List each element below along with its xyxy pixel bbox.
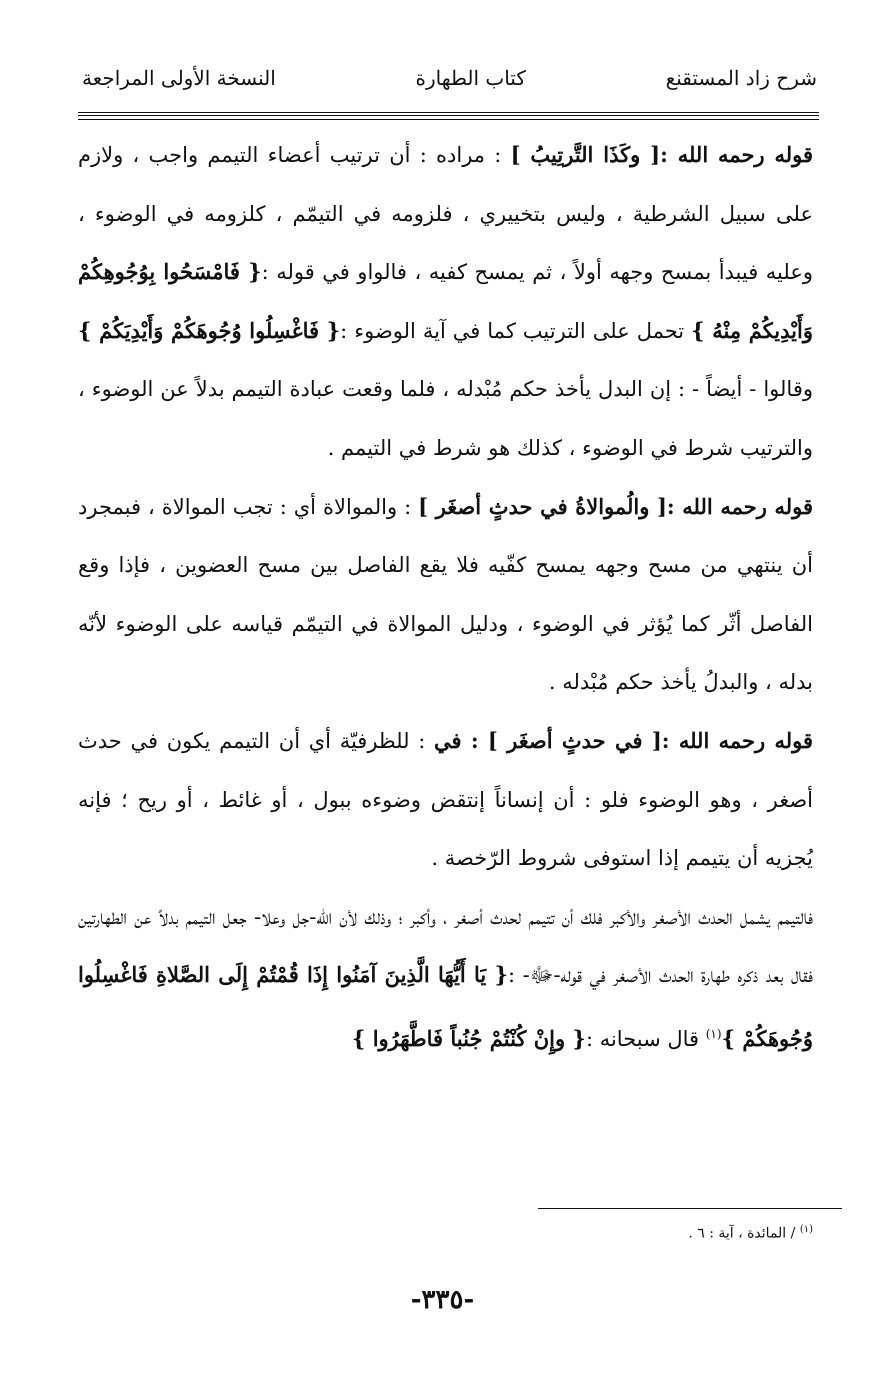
quran-quote: { يَا أَيُّهَا الَّذِينَ آمَنُوا إِذَا قُمْتُمْ إِلَى الصَّلاةِ فَاغْسِلُوا وُجُوهَكُمْ }	[78, 962, 813, 1051]
quran-quote: { فَاغْسِلُوا وُجُوهَكُمْ وَأَيْدِيَكُمْ }	[78, 317, 341, 343]
page-number: -٣٣٥-	[410, 1285, 475, 1315]
quran-quote: { فَامْسَحُوا بِوُجُوهِكُمْ وَأَيْدِيكُمْ مِنْهُ }	[78, 259, 813, 343]
quran-quote: { وإِنْ كُنْتُمْ جُنُباً فَاطَّهَرُوا }	[351, 1025, 586, 1051]
paragraph-text: قال سبحانه :	[585, 1026, 706, 1051]
footnote-marker: (١)	[799, 1224, 813, 1235]
paragraph-lead: قوله رحمه الله :[ في حدثٍ أصغَر ] : في	[433, 727, 813, 753]
paragraph-text: وقالوا - أيضاً - : إن البدل يأخذ حكم مُبْدله ، فلما وقعت عبادة التيمم بدلاً عن الوضوء ، والترتيب شرط في الوضوء ، كذلك هو شرط في التيمم .	[78, 377, 813, 460]
header-chapter-title: كتاب الطهارة	[415, 66, 526, 90]
paragraph-hadath	[78, 712, 813, 888]
paragraph-text: : مراده : أن ترتيب أعضاء التيمم واجب ، ولازم على سبيل الشرطية ، وليس بتخييري ، فلزومه في التيمّم ، كلزومه في الوضوء ، وعليه فيبدأ بمسح وجهه أولاً ، ثم يمسح كفيه ، فالواو في قوله :	[78, 143, 813, 285]
paragraph-lead: قوله رحمه الله :[ وكَذَا التَّرتِيبُ ]	[510, 142, 813, 167]
footnote	[688, 1224, 813, 1242]
running-header	[82, 58, 817, 98]
header-book-title: شرح زاد المستقنع	[665, 66, 817, 90]
footnote-text: / المائدة ، آية : ٦ .	[688, 1225, 800, 1242]
paragraph-tartib	[78, 126, 813, 478]
paragraph-muwalat	[78, 478, 813, 712]
header-divider	[78, 112, 819, 120]
paragraph-lead: قوله رحمه الله :[ والُموالاةُ في حدثٍ أصغَر ]	[418, 493, 813, 519]
paragraph-tayammum-scope	[78, 888, 813, 1069]
paragraph-text: : للظرفيّة أي أن التيمم يكون في حدث أصغر ، وهو الوضوء فلو : أن إنساناً إنتقض وضوءه ببول ، أو غائط ، أو ريح ؛ فإنه يُجزيه أن يتيمم إذا استوفى شروط الرّخصة .	[78, 728, 813, 871]
main-text	[78, 126, 813, 1069]
paragraph-text: : والموالاة أي : تجب الموالاة ، فبمجرد أن ينتهي من مسح وجهه يمسح كفّيه فلا يقع الفاصل بين مسح العضوين ، فإذا وقع الفاصل أثّر كما يُؤثر في الوضوء ، ودليل الموالاة في التيمّم قياسه على الوضوء لأنّه بدله ، والبدلُ يأخذ حكم مُبْدله .	[78, 494, 813, 695]
header-edition-note: النسخة الأولى المراجعة	[82, 66, 276, 90]
footnote-divider	[538, 1208, 842, 1209]
footnote-reference[interactable]: (١)	[705, 1026, 722, 1041]
paragraph-text: تحمل على الترتيب كما في آية الوضوء :	[340, 318, 692, 343]
paragraph-text: فالتيمم يشمل الحدث الأصغر والأكبر فلك أن تتيمم لحدث أصغر ، وأكبر ؛ وذلك لأن الله-جل وعلا- جعل التيمم بدلاً عن الطهارتين فقال بعد ذكره طهارة الحدث الأصغر في قوله-ﷻ- :	[78, 904, 813, 988]
